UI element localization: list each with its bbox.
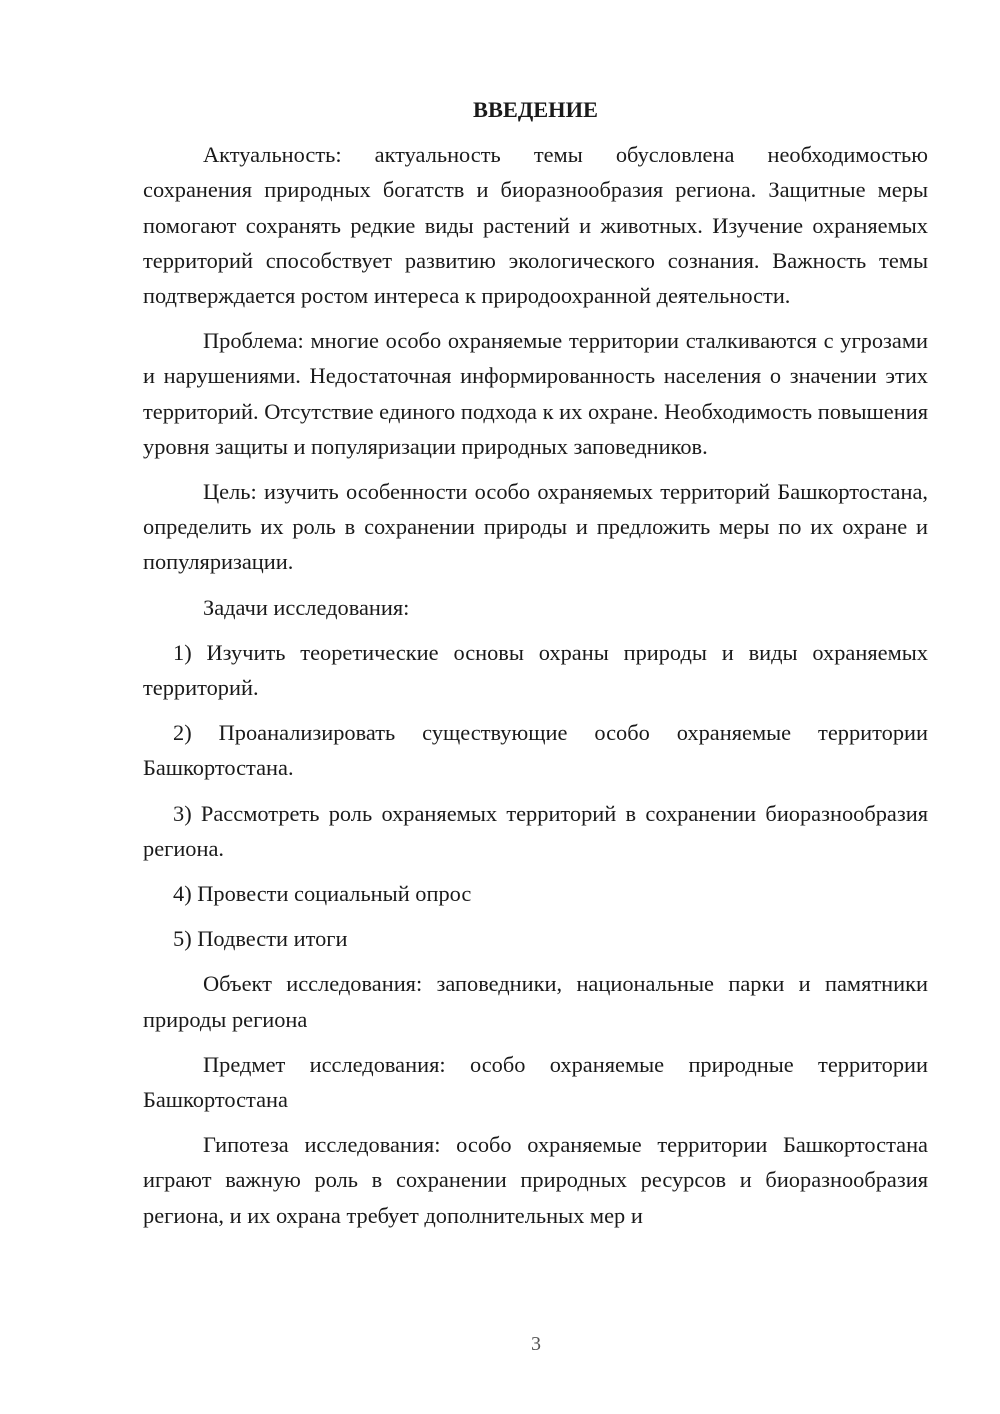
paragraph-goal: Цель: изучить особенности особо охраняемых территорий Башкортостана, определить их роль в сохранении природы и предложить меры по их охране и популяризации. — [143, 479, 928, 575]
paragraph-relevance: Актуальность: актуальность темы обусловлена необходимостью сохранения природных богатств и биоразнообразия региона. Защитные меры помогают сохранять редкие виды растений и животных. Изучение охраняемых территорий способствует развитию экологического сознания. Важность темы подтверждается ростом интереса к природоохранной деятельности. — [143, 142, 928, 309]
document-page — [143, 92, 928, 1243]
paragraph-object: Объект исследования: заповедники, национальные парки и памятники природы региона — [143, 971, 928, 1032]
task-item-4: 4) Провести социальный опрос — [173, 881, 472, 907]
paragraph-tasks-heading: Задачи исследования: — [203, 594, 410, 620]
paragraph-hypothesis: Гипотеза исследования: особо охраняемые территории Башкортостана играют важную роль в сохранении природных ресурсов и биоразнообразия региона, и их охрана требует дополнительных мер и — [143, 1132, 928, 1228]
paragraph-subject: Предмет исследования: особо охраняемые природные территории Башкортостана — [143, 1051, 928, 1113]
page-number: 3 — [531, 1333, 541, 1355]
task-item-1: 1) Изучить теоретические основы охраны природы и виды охраняемых территорий. — [143, 639, 928, 701]
section-title: ВВЕДЕНИЕ — [473, 97, 598, 122]
paragraph-problem: Проблема: многие особо охраняемые территории сталкиваются с угрозами и нарушениями. Недостаточная информированность населения о значении этих территорий. Отсутствие единого подхода к их охране. Необходимость повышения уровня защиты и популяризации природных заповедников. — [143, 328, 928, 459]
task-item-3: 3) Рассмотреть роль охраняемых территорий в сохранении биоразнообразия региона. — [143, 800, 928, 861]
task-item-2: 2) Проанализировать существующие особо охраняемые территории Башкортостана. — [143, 720, 928, 781]
task-item-5: 5) Подвести итоги — [173, 926, 348, 952]
